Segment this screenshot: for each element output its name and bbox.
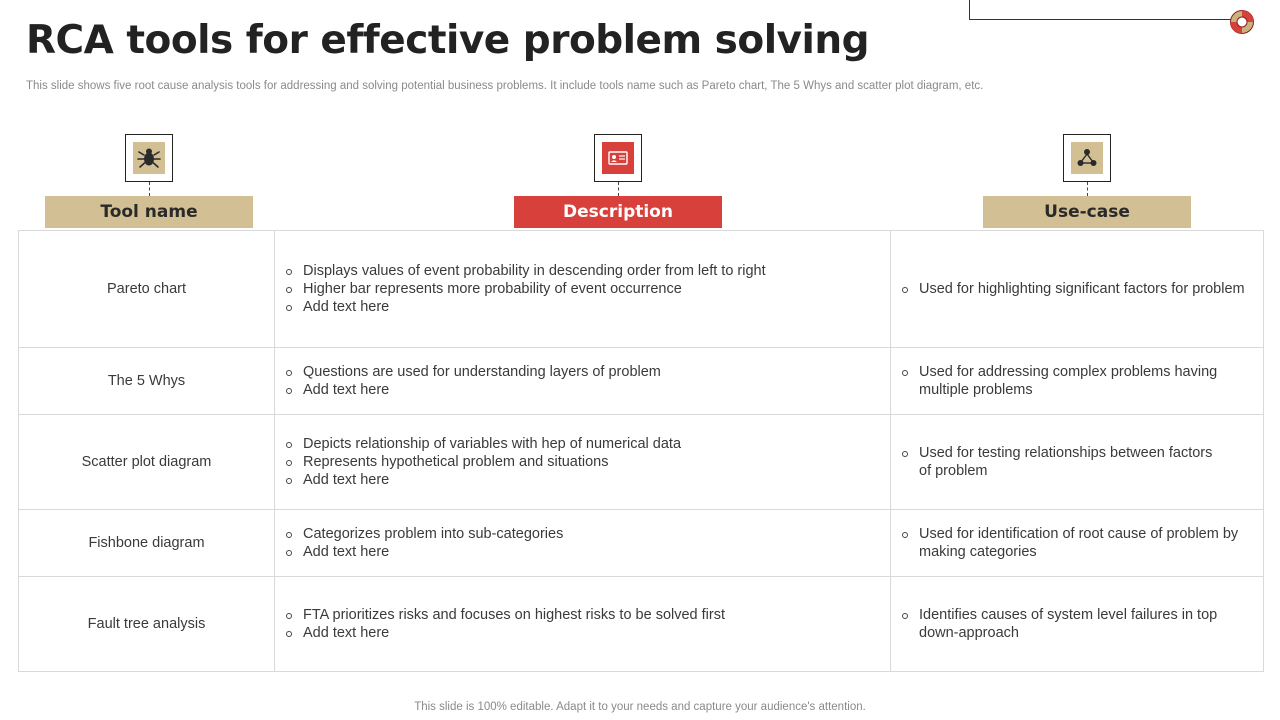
tool-name-connector — [149, 182, 150, 196]
tool-name-cell — [19, 231, 275, 348]
description-list — [275, 262, 766, 316]
use-case-item: Used for identification of root cause of problem by making categories — [901, 525, 1251, 561]
description-item: Add text here — [285, 624, 725, 642]
description-cell — [275, 415, 891, 510]
description-item: Depicts relationship of variables with hep of numerical data — [285, 435, 681, 453]
use-case-item: Used for testing relationships between factors of problem — [901, 444, 1221, 480]
description-cell — [275, 510, 891, 577]
description-item: Displays values of event probability in descending order from left to right — [285, 262, 766, 280]
tool-name-cell — [19, 577, 275, 671]
use-case-connector — [1087, 182, 1088, 196]
corner-logo-icon — [1229, 9, 1255, 35]
use-case-icon-frame — [1063, 134, 1111, 182]
description-cell — [275, 348, 891, 415]
header-tool-name: Tool name — [45, 196, 253, 228]
tool-name-cell — [19, 510, 275, 577]
use-case-list — [891, 606, 1231, 642]
use-case-list — [891, 363, 1221, 399]
footer-note: This slide is 100% editable. Adapt it to your needs and capture your audience's attention. — [414, 701, 866, 713]
tool-name: Fishbone diagram — [88, 535, 205, 551]
use-case-list — [891, 444, 1221, 480]
description-item: Categorizes problem into sub-categories — [285, 525, 563, 543]
description-connector — [618, 182, 619, 196]
description-item: Questions are used for understanding layers of problem — [285, 363, 661, 381]
description-item: Higher bar represents more probability of event occurrence — [285, 280, 766, 298]
description-item: Add text here — [285, 471, 681, 489]
tool-name: Pareto chart — [107, 281, 186, 297]
description-list — [275, 435, 681, 489]
use-case-cell — [891, 348, 1263, 415]
use-case-item: Used for highlighting significant factors for problem — [901, 280, 1245, 298]
description-cell — [275, 577, 891, 671]
rca-tools-table — [18, 230, 1264, 672]
description-cell — [275, 231, 891, 348]
use-case-cell — [891, 510, 1263, 577]
description-item: Add text here — [285, 543, 563, 561]
description-list — [275, 606, 725, 642]
description-list — [275, 525, 563, 561]
tool-name-cell — [19, 348, 275, 415]
bug-icon — [133, 142, 165, 174]
use-case-cell — [891, 577, 1263, 671]
description-item: Represents hypothetical problem and situations — [285, 453, 681, 471]
header-description: Description — [514, 196, 722, 228]
header-use-case: Use-case — [983, 196, 1191, 228]
tool-name: Scatter plot diagram — [81, 454, 212, 470]
description-item: Add text here — [285, 298, 766, 316]
description-item: Add text here — [285, 381, 661, 399]
network-icon — [1071, 142, 1103, 174]
use-case-list — [891, 280, 1245, 298]
use-case-item: Identifies causes of system level failures in top down-approach — [901, 606, 1231, 642]
use-case-cell — [891, 231, 1263, 348]
id-card-icon — [602, 142, 634, 174]
page-subtitle: This slide shows five root cause analysis tools for addressing and solving potential business problems. It include tools name such as Pareto chart, The 5 Whys and scatter plot diagram, etc. — [26, 80, 984, 92]
use-case-cell — [891, 415, 1263, 510]
use-case-list — [891, 525, 1251, 561]
page-title: RCA tools for effective problem solving — [26, 18, 870, 63]
description-icon-frame — [594, 134, 642, 182]
top-decorative-line — [969, 0, 1241, 20]
use-case-item: Used for addressing complex problems having multiple problems — [901, 363, 1221, 399]
tool-name: Fault tree analysis — [87, 616, 206, 632]
description-list — [275, 363, 661, 399]
tool-name-icon-frame — [125, 134, 173, 182]
tool-name-cell — [19, 415, 275, 510]
tool-name: The 5 Whys — [107, 373, 186, 389]
description-item: FTA prioritizes risks and focuses on highest risks to be solved first — [285, 606, 725, 624]
